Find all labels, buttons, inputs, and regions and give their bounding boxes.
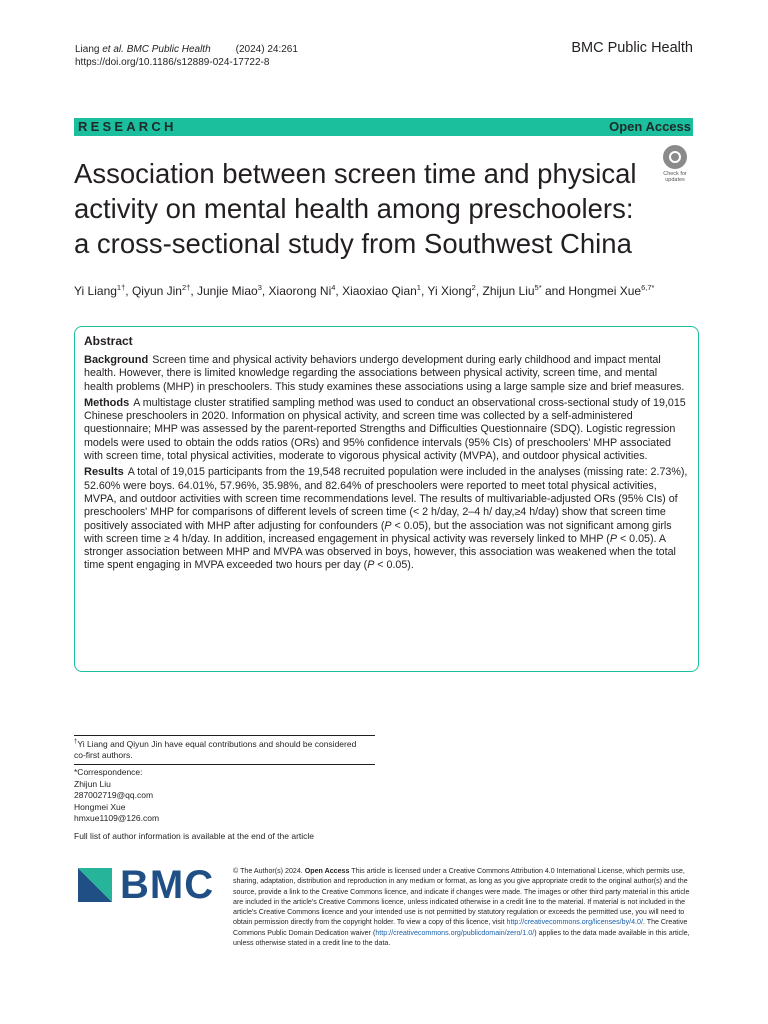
author: Qiyun Jin$^{2\dagger}$ xyxy=(131,283,191,298)
background-heading: Background xyxy=(84,354,149,366)
check-updates-icon xyxy=(663,145,687,169)
article-type-bar xyxy=(74,118,693,136)
results-heading: Results xyxy=(84,466,124,479)
author: Hongmei Xue$^{6,7*}$ xyxy=(568,283,655,298)
background-text: Screen time and physical activity behaviors undergo development during early childhood and impact mental health. However, there is limited knowledge regarding the associations between physical activity, screen time, and mental health problems (MHP) in preschoolers. This study examines these associations using a large sample size and brief measures. xyxy=(84,354,685,393)
article-title: Association between screen time and physical activity on mental health among preschoolers: a cross-sectional study from Southwest China xyxy=(74,158,637,259)
correspondence-block xyxy=(74,767,364,825)
check-updates-label: Check for xyxy=(663,171,687,177)
abstract-heading: Abstract xyxy=(84,334,133,348)
citation-authors: Liang xyxy=(75,44,103,55)
citation-year: (2024) 24:261 xyxy=(235,44,298,55)
bmc-logo-text: BMC xyxy=(120,863,215,907)
correspondence-name: Zhijun Liu xyxy=(74,778,111,789)
methods-text: A multistage cluster stratified sampling method was used to conduct an observational cross-sectional study of 19,015 Chinese preschoolers in 2020. Information on physical activity, and screen time was collected by a self-administered questionnaire; MHP was assessed by the parent-reported Strengths and Difficulties Questionnaire (SDQ). Logistic regression models were used to obtain the odds ratios (ORs) and 95% confidence intervals (95% CIs) of preschoolers' MHP associated with screen time, total physical activities, moderate to vigorous physical activity (MVPA), and outdoor physical activities. xyxy=(84,396,686,463)
equal-contribution-note: †Yi Liang and Qiyun Jin have equal contributions and should be considered co-first authors. xyxy=(74,738,357,761)
license-text: © The Author(s) 2024. Open Access This article is licensed under a Creative Commons Attribution 4.0 International License, which permits use, sharing, adaptation, distribution and reproduction in any medium or format, as long as you give appropriate credit to the original author(s) and the source, provide a link to the Creative Commons licence, and indicate if changes were made. The images or other third party material in this article are included in the article's Creative Commons licence, unless indicated otherwise in a credit line to the material. If material is not included in the article's Creative Commons licence and your intended use is not permitted by statutory regulation or exceeds the permitted use, you will need to obtain permission directly from the copyright holder. To view a copy of this licence, visit http://creativecommons.org/licenses/by/4.0/. The Creative Commons Public Domain Dedication waiver (http://creativecommons.org/publicdomain/zero/1.0/) applies to the data made available in this article, unless otherwise stated in a credit line to the data. xyxy=(233,867,690,948)
correspondence-email[interactable]: hmxue1109@126.com xyxy=(74,813,160,823)
abstract-box xyxy=(74,326,699,672)
footnote-divider xyxy=(74,735,375,736)
license-link[interactable]: http://creativecommons.org/licenses/by/4.0/ xyxy=(506,918,643,927)
author: Junjie Miao$^3$ xyxy=(196,283,262,298)
citation-header xyxy=(75,43,298,69)
correspondence-name: Hongmei Xue xyxy=(74,801,126,812)
author: Zhijun Liu$^{5*}$ xyxy=(482,283,542,298)
correspondence-heading: *Correspondence: xyxy=(74,767,143,777)
correspondence-email[interactable]: 287002719@qq.com xyxy=(74,790,154,800)
bmc-logo[interactable] xyxy=(78,863,218,907)
author: Xiaoxiao Qian$^1$ xyxy=(342,283,421,298)
public-domain-link[interactable]: http://creativecommons.org/publicdomain/zero/1.0/ xyxy=(375,928,535,937)
abstract-methods xyxy=(84,397,689,463)
abstract-results: Results A total of 19,015 participants from the 19,548 recruited population were included in the analyses (missing rate: 2.73%), 52.60% were boys. 64.01%, 57.96%, 35.98%, and 82.64% of preschoolers were reported to meet total physical activities, MVPA, and outdoor activities with screen time recommendations level. The results of multivariable-adjusted ORs (95% CIs) of preschoolers' MHP for comparisons of different levels of screen time (< 2 h/day, 2–4 h/ day,≥4 h/day) show that screen time positively associated with MHP after adjusting for confounders (P < 0.05), but the association was not significant among girls with screen time ≥ 4 h/day. In addition, increased engagement in physical activity was reversely linked to MHP (P < 0.05). A stronger association between MHP and MVPA was observed in boys, however, this association was weakened when the total time spent engaging in MVPA exceeded two hours per day (P < 0.05). xyxy=(84,466,688,572)
check-for-updates-button[interactable] xyxy=(656,145,694,185)
open-access-label: Open Access xyxy=(609,119,691,134)
author: Yi Liang$^{1\dagger}$ xyxy=(74,283,126,298)
doi-link[interactable]: https://doi.org/10.1186/s12889-024-17722-8 xyxy=(75,57,270,68)
footnote-divider-2 xyxy=(74,764,375,765)
methods-heading: Methods xyxy=(84,396,130,409)
authors-and: and xyxy=(544,284,566,298)
check-updates-label-2: updates xyxy=(665,177,685,183)
bmc-logo-icon xyxy=(78,868,112,902)
author: Yi Xiong$^2$ xyxy=(427,283,476,298)
citation-journal: et al. BMC Public Health xyxy=(102,44,211,55)
author: Xiaorong Ni$^4$ xyxy=(268,283,336,298)
author-list: Yi Liang$^{1\dagger}$, Qiyun Jin$^{2\dagger}$, Junjie Miao$^3$, Xiaorong Ni$^4$, Xiaoxiao Qian$^1$, Yi Xiong$^2$, Zhijun Liu$^{5*}$ and Hongmei Xue$^{6,7*}$ xyxy=(74,283,655,298)
author-info-note: Full list of author information is available at the end of the article xyxy=(74,831,315,841)
article-type-label: RESEARCH xyxy=(78,119,177,134)
journal-name: BMC Public Health xyxy=(571,40,693,56)
citation-line xyxy=(75,43,298,56)
abstract-background xyxy=(84,354,689,394)
